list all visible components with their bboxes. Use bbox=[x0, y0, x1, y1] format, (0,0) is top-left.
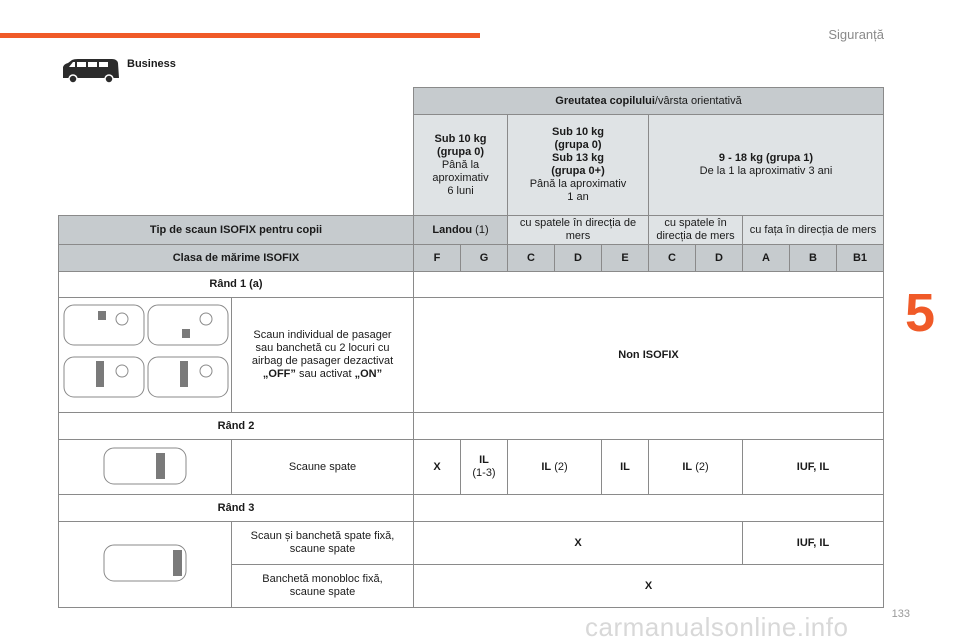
group-0-header: Sub 10 kg (grupa 0) Până la aproximativ 6 luni bbox=[414, 115, 508, 216]
row-2-value: IL (2) bbox=[508, 440, 602, 495]
watermark: carmanualsonline.info bbox=[585, 612, 849, 642]
row-2-value: IL (1-3) bbox=[461, 440, 508, 495]
size-class-cell: D bbox=[555, 245, 602, 272]
car-seat-layout-icon bbox=[60, 299, 230, 407]
size-class-cell: B1 bbox=[837, 245, 884, 272]
row-3-value: IUF, IL bbox=[743, 522, 884, 565]
seat-type-label: Tip de scaun ISOFIX pentru copii bbox=[59, 216, 414, 245]
car-seat-layout-icon bbox=[60, 523, 230, 603]
size-class-cell: E bbox=[602, 245, 649, 272]
rear-facing-cell-2: cu spatele în direcția de mers bbox=[649, 216, 743, 245]
row-3-value: X bbox=[414, 522, 743, 565]
row-1-value: Non ISOFIX bbox=[414, 298, 884, 413]
variant-label: Business bbox=[127, 58, 176, 70]
car-seat-layout-icon bbox=[60, 440, 230, 490]
row-2-description: Scaune spate bbox=[232, 440, 414, 495]
row-2-title: Rând 2 bbox=[59, 413, 414, 440]
landou-cell: Landou (1) bbox=[414, 216, 508, 245]
van-icon bbox=[60, 58, 120, 84]
size-class-label: Clasa de mărime ISOFIX bbox=[59, 245, 414, 272]
row-3-value: X bbox=[414, 565, 884, 608]
row-2-value: IL (2) bbox=[649, 440, 743, 495]
row-3-description-b: Banchetă monobloc fixă, scaune spate bbox=[232, 565, 414, 608]
row-3-seat-diagram bbox=[59, 522, 232, 608]
page-number: 133 bbox=[891, 608, 910, 620]
header-accent-bar bbox=[0, 33, 480, 38]
rear-facing-cell-1: cu spatele în direcția de mers bbox=[508, 216, 649, 245]
row-2-seat-diagram bbox=[59, 440, 232, 495]
row-1-title: Rând 1 (a) bbox=[59, 272, 414, 298]
group-0plus-header: Sub 10 kg (grupa 0) Sub 13 kg (grupa 0+) Până la aproximativ 1 an bbox=[508, 115, 649, 216]
size-class-cell: A bbox=[743, 245, 790, 272]
group-1-header: 9 - 18 kg (grupa 1) De la 1 la aproximativ 3 ani bbox=[649, 115, 884, 216]
size-class-cell: C bbox=[649, 245, 696, 272]
size-class-cell: B bbox=[790, 245, 837, 272]
size-class-cell: F bbox=[414, 245, 461, 272]
forward-facing-cell: cu fața în direcția de mers bbox=[743, 216, 884, 245]
size-class-cell: G bbox=[461, 245, 508, 272]
section-title: Siguranță bbox=[828, 27, 884, 42]
row-2-value: IUF, IL bbox=[743, 440, 884, 495]
isofix-table bbox=[58, 87, 884, 608]
row-3-description-a: Scaun și banchetă spate fixă, scaune spate bbox=[232, 522, 414, 565]
size-class-cell: C bbox=[508, 245, 555, 272]
row-3-title: Rând 3 bbox=[59, 495, 414, 522]
row-2-value: IL bbox=[602, 440, 649, 495]
size-class-cell: D bbox=[696, 245, 743, 272]
row-1-seat-diagram bbox=[59, 298, 232, 413]
chapter-number: 5 bbox=[905, 283, 936, 343]
weight-header: Greutatea copilului/vârsta orientativă bbox=[414, 88, 884, 115]
row-1-description: Scaun individual de pasager sau banchetă cu 2 locuri cu airbag de pasager dezactivat „OFF” sau activat „ON” bbox=[232, 298, 414, 413]
row-2-value: X bbox=[414, 440, 461, 495]
